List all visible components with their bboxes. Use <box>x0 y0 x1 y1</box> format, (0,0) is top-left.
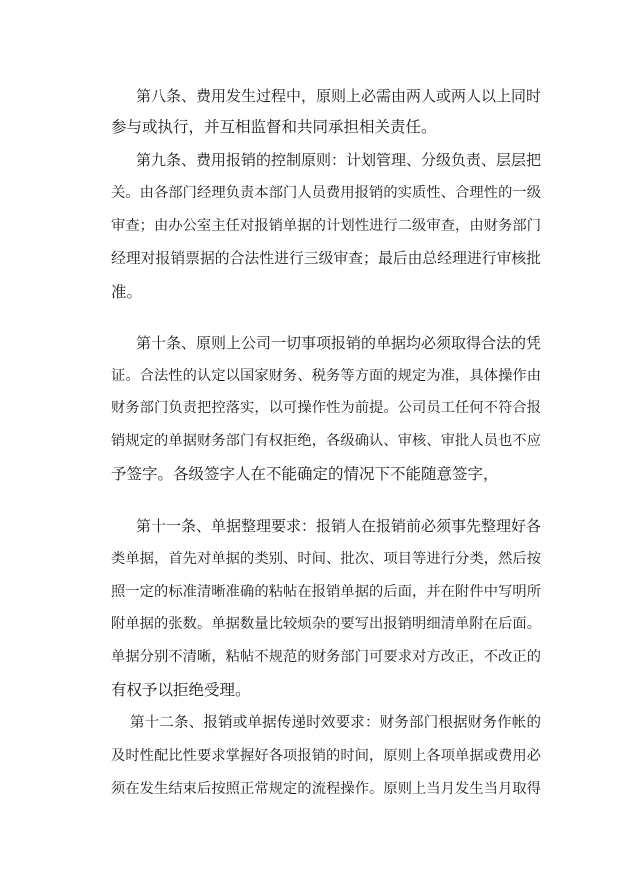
text-line: 第十条、原则上公司一切事项报销的单据均必须取得合法的凭 <box>136 334 542 352</box>
text-line: 予签字。各级签字人在不能确定的情况下不能随意签字， <box>111 465 499 483</box>
text-line: 准。 <box>111 283 143 301</box>
text-line: 证。合法性的认定以国家财务、税务等方面的规定为准，具体操作由 <box>111 368 541 384</box>
text-line: 照一定的标准清晰准确的粘帖在报销单据的后面，并在附件中写明所 <box>111 584 541 600</box>
text-line: 第八条、费用发生过程中，原则上必需由两人或两人以上同时 <box>136 87 542 105</box>
text-line: 参与或执行，并互相监督和共同承担相关责任。 <box>111 118 437 136</box>
text-line: 及时性配比性要求掌握好各项报销的时间，原则上各项单据或费用必 <box>111 748 541 764</box>
text-line: 有权予以拒绝受理。 <box>111 681 251 699</box>
text-line: 财务部门负责把控落实，以可操作性为前提。公司员工任何不符合报 <box>111 400 541 416</box>
text-line: 附单据的张数。单据数量比较烦杂的要写出报销明细清单附在后面。 <box>111 616 541 632</box>
text-line: 类单据，首先对单据的类别、时间、批次、项目等进行分类，然后按 <box>111 551 541 567</box>
text-line: 审查；由办公室主任对报销单据的计划性进行二级审查，由财务部门 <box>111 218 541 234</box>
text-line: 第十一条、单据整理要求：报销人在报销前必须事先整理好各 <box>136 517 542 535</box>
text-line: 第九条、费用报销的控制原则：计划管理、分级负责、层层把 <box>136 151 542 169</box>
text-line: 关。由各部门经理负责本部门人员费用报销的实质性、合理性的一级 <box>111 185 541 201</box>
text-line: 须在发生结束后按照正常规定的流程操作。原则上当月发生当月取得 <box>111 781 541 797</box>
text-line: 第十二条、报销或单据传递时效要求：财务部门根据财务作帐的 <box>130 715 541 731</box>
text-line: 经理对报销票据的合法性进行三级审查；最后由总经理进行审核批 <box>111 250 541 267</box>
text-line: 销规定的单据财务部门有权拒绝，各级确认、审核、审批人员也不应 <box>111 433 541 449</box>
text-line: 单据分别不清晰，粘帖不规范的财务部门可要求对方改正，不改正的 <box>111 649 541 665</box>
